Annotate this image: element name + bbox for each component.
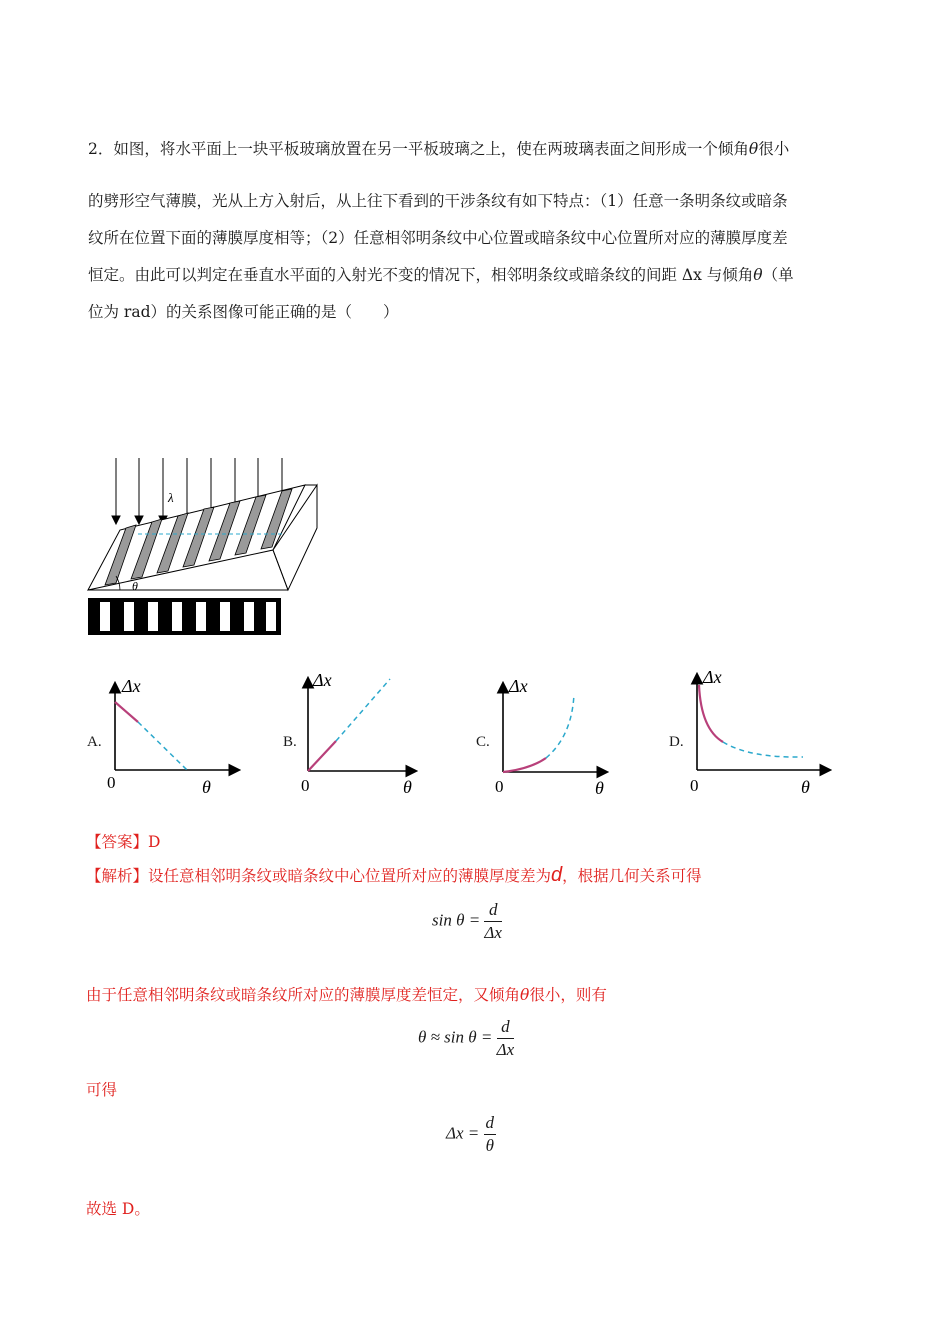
option-a-graph <box>100 670 250 800</box>
answer-tag: 【答案】 <box>86 833 149 851</box>
option-a-label: A. <box>87 734 102 750</box>
x-axis-label: θ <box>801 777 810 797</box>
question-line-3: 纹所在位置下面的薄膜厚度相等；（2）任意相邻明条纹中心位置或暗条纹中心位置所对应的薄膜厚度差 <box>88 229 788 247</box>
lambda-label: λ <box>168 490 174 505</box>
x-axis-label: θ <box>595 778 604 798</box>
x-axis-label: θ <box>202 777 211 797</box>
theta-symbol: θ <box>520 986 530 1004</box>
option-c-graph <box>488 670 638 800</box>
wedge-figure <box>80 450 330 640</box>
y-axis-label: Δx <box>122 676 141 696</box>
answer-value: D <box>148 833 161 851</box>
question-line-4: 恒定。由此可以判定在垂直水平面的入射光不变的情况下，相邻明条纹或暗条纹的间距 Δx 与倾角θ（单 <box>88 266 794 284</box>
theta-symbol: θ <box>753 266 763 284</box>
question-line-1: 2．如图，将水平面上一块平板玻璃放置在另一平板玻璃之上，使在两玻璃表面之间形成一个倾角θ很小 <box>88 140 790 158</box>
option-b-graph <box>293 665 443 800</box>
dashed-segment <box>723 742 803 757</box>
theta-symbol: θ <box>748 140 759 158</box>
origin-label: 0 <box>301 776 310 795</box>
option-d-label: D. <box>669 734 684 750</box>
d-symbol: d <box>551 864 563 886</box>
answer-line <box>86 830 160 852</box>
dashed-segment <box>138 722 187 770</box>
solid-segment <box>308 741 336 771</box>
analysis-conclusion: 故选 D。 <box>86 1200 150 1218</box>
formula-3: Δx = $\frac{d}{\theta}$ <box>446 1113 494 1155</box>
question-line-2: 的劈形空气薄膜，光从上方入射后，从上往下看到的干涉条纹有如下特点：（1）任意一条明条纹或暗条 <box>88 192 788 210</box>
question-line-5: 位为 rad）的关系图像可能正确的是（ ） <box>88 303 399 321</box>
question-number: 2． <box>88 140 114 158</box>
theta-label: θ <box>132 579 138 593</box>
option-b-label: B. <box>283 734 297 750</box>
analysis-line-2: 由于任意相邻明条纹或暗条纹所对应的薄膜厚度差恒定，又倾角θ很小，则有 <box>86 986 607 1004</box>
option-d-graph <box>683 663 843 800</box>
dashed-segment <box>336 679 390 741</box>
question-block <box>88 131 868 331</box>
analysis-line-3: 可得 <box>86 1081 118 1099</box>
option-c-label: C. <box>476 734 490 750</box>
origin-label: 0 <box>690 776 699 795</box>
x-axis-label: θ <box>403 777 412 797</box>
analysis-line-1: 【解析】设任意相邻明条纹或暗条纹中心位置所对应的薄膜厚度差为d，根据几何关系可得 <box>86 864 702 886</box>
solid-segment <box>699 685 723 742</box>
y-axis-label: Δx <box>703 667 722 687</box>
y-axis-label: Δx <box>313 670 332 690</box>
solid-segment <box>115 702 138 722</box>
formula-1: sin θ = $\frac{d}{\Delta x}$ <box>432 900 502 942</box>
formula-2: θ ≈ sin θ = $\frac{d}{\Delta x}$ <box>418 1017 515 1059</box>
origin-label: 0 <box>495 777 504 796</box>
dashed-segment <box>546 694 574 758</box>
y-axis-label: Δx <box>509 676 528 696</box>
analysis-tag: 【解析】 <box>86 867 149 885</box>
solid-segment <box>503 758 546 772</box>
fringe-pattern <box>88 598 281 635</box>
origin-label: 0 <box>107 773 116 792</box>
